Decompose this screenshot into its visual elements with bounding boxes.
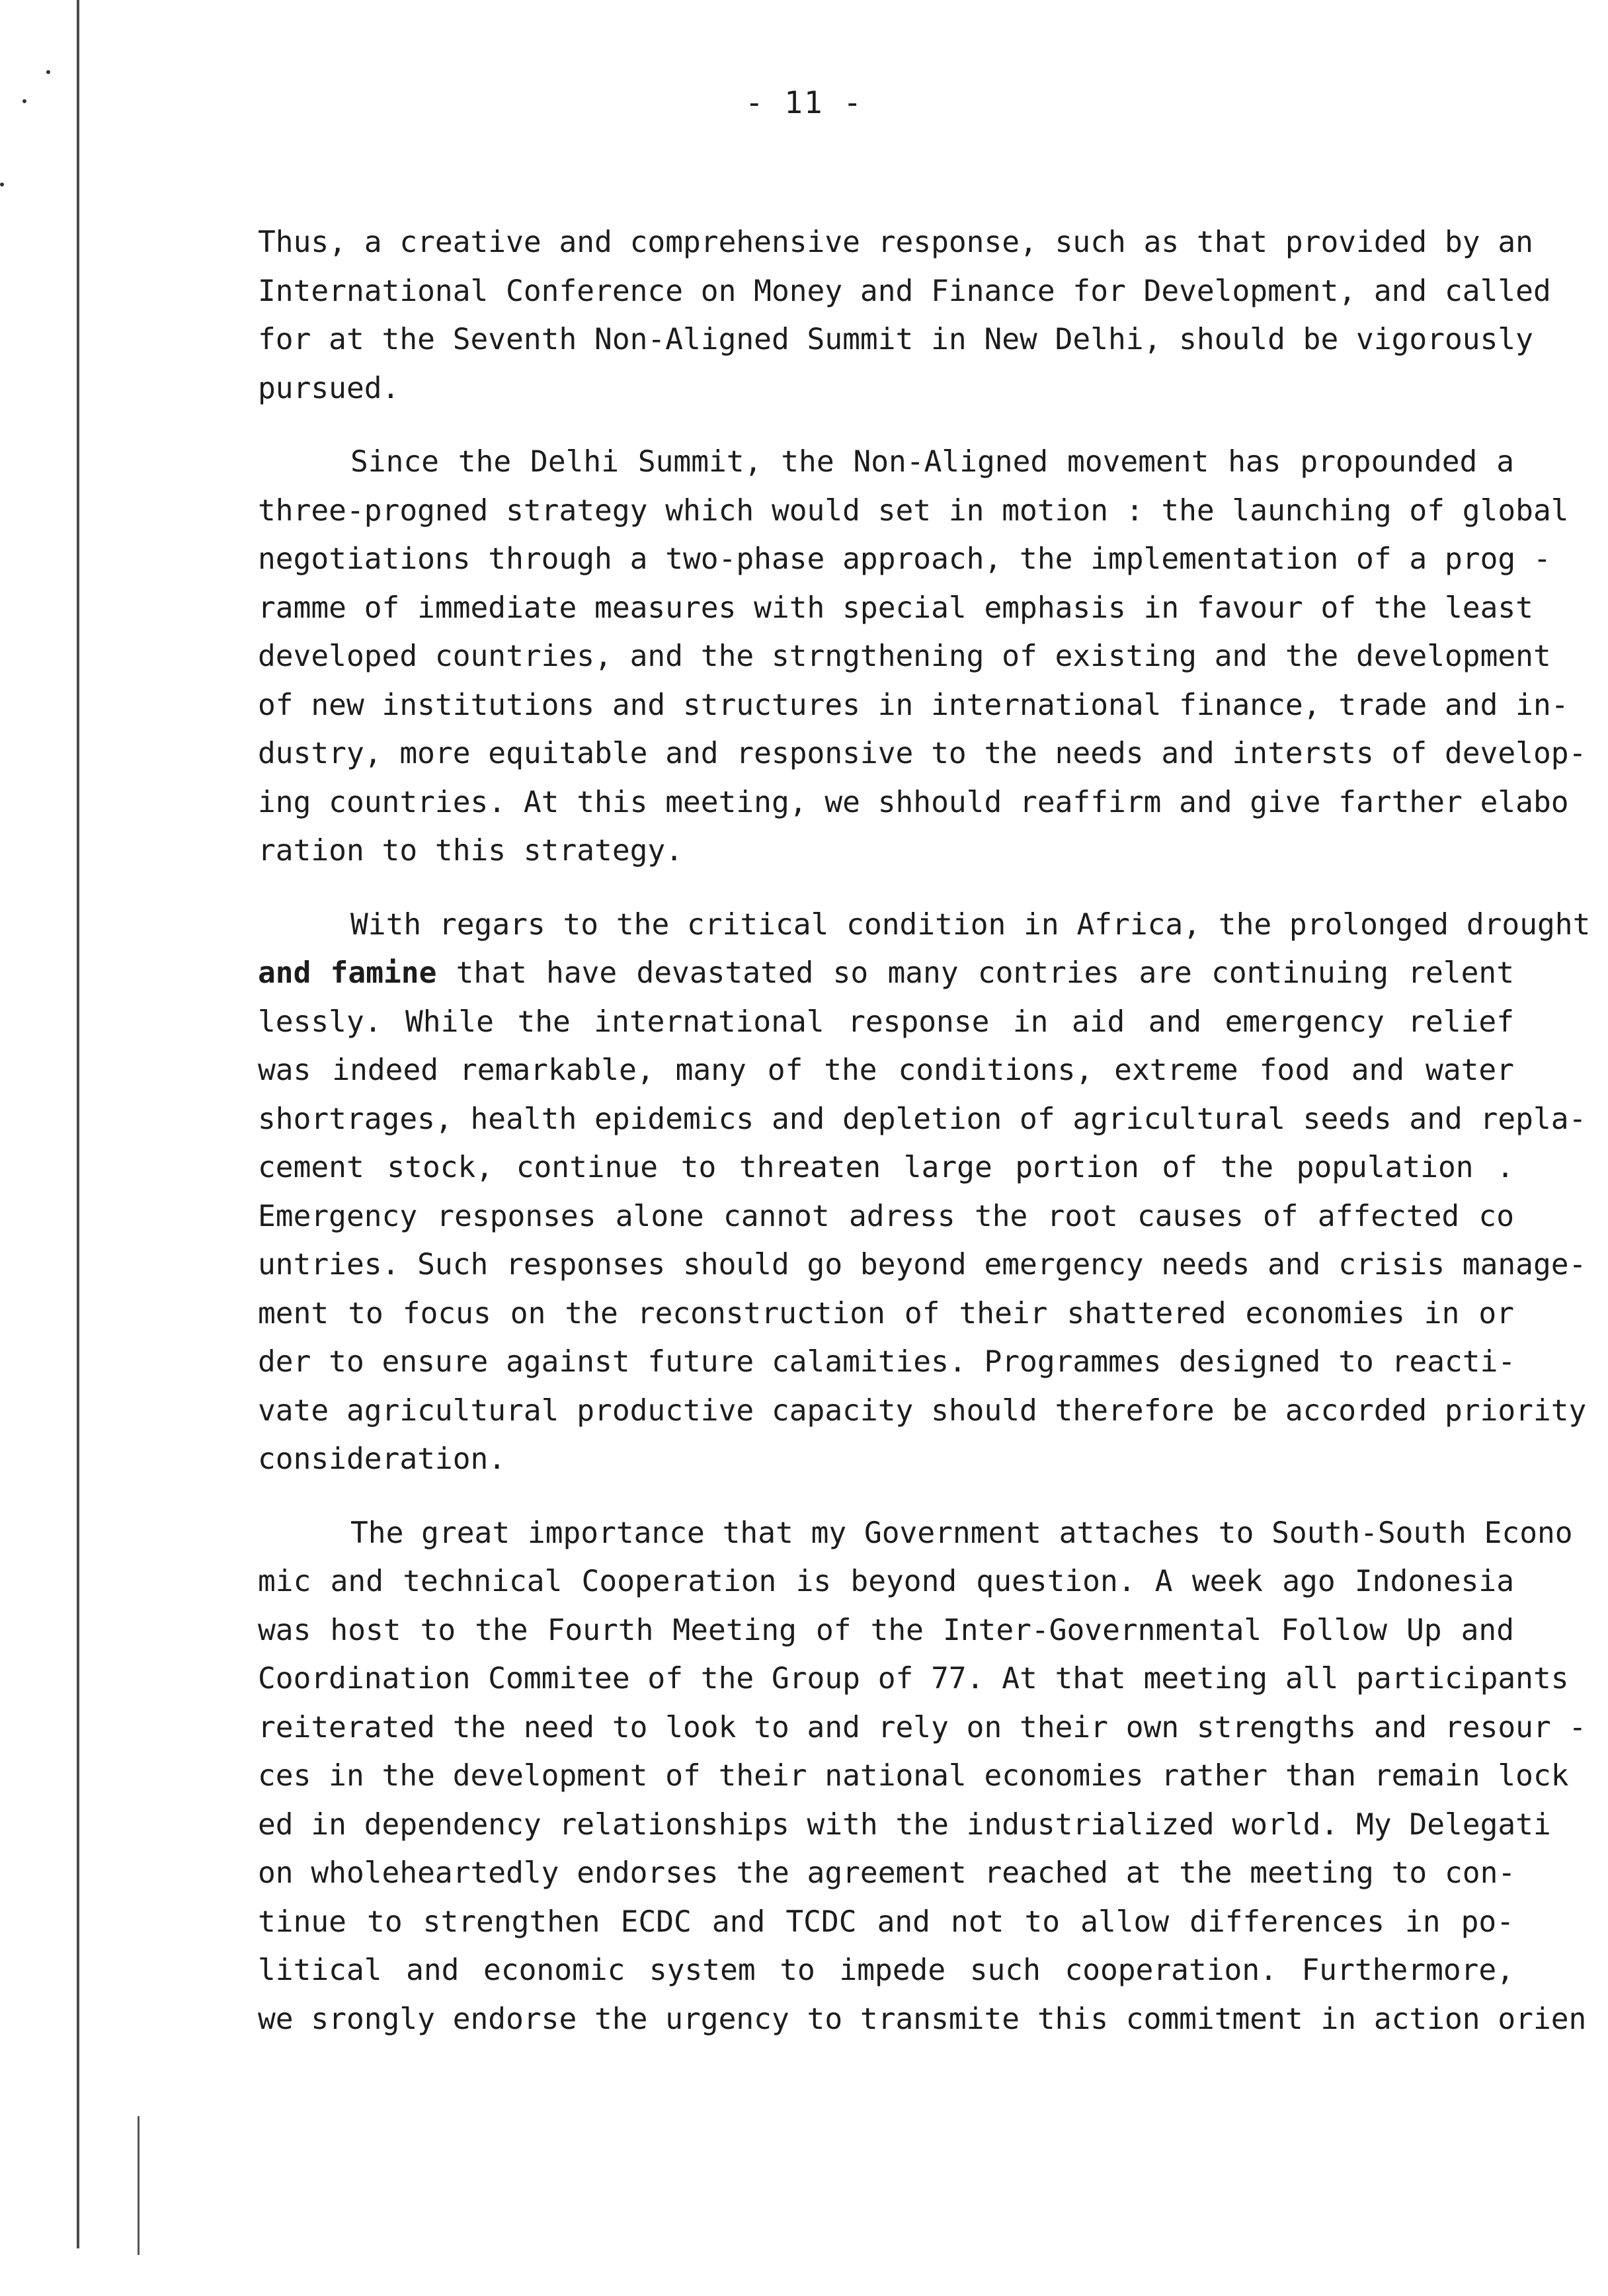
text-line: ment to focus on the reconstruction of their shattered economies in or (258, 1296, 1514, 1331)
bold-phrase: and famine (258, 956, 437, 990)
text-line: untries. Such responses should go beyond emergency needs and crisis manage- (258, 1248, 1587, 1282)
text-line: reiterated the need to look to and rely on their own strengths and resour - (258, 1710, 1587, 1744)
text-line: we srongly endorse the urgency to transmite this commitment in action orien (258, 2002, 1587, 2036)
text-fragment: that have devastated so many contries are continuing relent (436, 956, 1514, 990)
binding-edge-line (77, 0, 79, 2248)
text-line: ing countries. At this meeting, we shhould reaffirm and give farther elabo (258, 785, 1569, 819)
text-line: consideration. (258, 1442, 506, 1476)
scan-speck (46, 70, 50, 74)
text-line: ed in dependency relationships with the industrialized world. My Delegati (258, 1807, 1551, 1842)
scan-speck (0, 183, 4, 186)
text-line: Since the Delhi Summit, the Non-Aligned movement has propounded a (350, 445, 1514, 479)
text-line: International Conference on Money and Finance for Development, and called (258, 274, 1551, 308)
text-line: cement stock, continue to threaten large portion of the population . (258, 1151, 1514, 1184)
text-line: of new institutions and structures in international finance, trade and in- (258, 688, 1569, 722)
text-line: tinue to strengthen ECDC and TCDC and not to allow differences in po- (258, 1905, 1514, 1939)
text-line-with-bold (258, 949, 1514, 998)
text-line: for at the Seventh Non-Aligned Summit in New Delhi, should be vigorously (258, 323, 1533, 356)
text-line: was indeed remarkable, many of the conditions, extreme food and water (258, 1053, 1514, 1087)
paragraph-2 (258, 438, 1587, 876)
text-line: was host to the Fourth Meeting of the Inter-Governmental Follow Up and (258, 1613, 1514, 1647)
text-line: With regars to the critical condition in Africa, the prolonged drought (350, 907, 1591, 942)
text-line: three-progned strategy which would set in motion : the launching of global (258, 493, 1569, 528)
text-line: Coordination Commitee of the Group of 77. At that meeting all participants (258, 1662, 1569, 1696)
text-line: ration to this strategy. (258, 834, 683, 868)
text-line: lessly. While the international response in aid and emergency relief (258, 1004, 1514, 1039)
text-line: shortrages, health epidemics and depletion of agricultural seeds and repla- (258, 1102, 1587, 1136)
text-line: vate agricultural productive capacity should therefore be accorded priority (258, 1393, 1587, 1428)
text-line: der to ensure against future calamities. Programmes designed to reacti- (258, 1345, 1516, 1379)
text-line: The great importance that my Government attaches to South-South Econo (350, 1516, 1573, 1550)
text-line: Emergency responses alone cannot adress the root causes of affected co (258, 1199, 1514, 1233)
text-line: litical and economic system to impede such cooperation. Furthermore, (258, 1953, 1514, 1987)
text-line: developed countries, and the strngthening of existing and the development (258, 639, 1551, 673)
text-line: pursued. (258, 371, 400, 405)
body-text (258, 218, 1591, 2069)
text-line: dustry, more equitable and responsive to the needs and intersts of develop- (258, 737, 1587, 770)
page-number: - 11 - (744, 85, 864, 120)
paragraph-4 (258, 1509, 1587, 2044)
text-line: Thus, a creative and comprehensive response, such as that provided by an (258, 226, 1533, 259)
text-line: negotiations through a two-phase approach, the implementation of a prog - (258, 542, 1551, 576)
text-line: ramme of immediate measures with special emphasis in favour of the least (258, 591, 1533, 625)
text-line: mic and technical Cooperation is beyond question. A week ago Indonesia (258, 1565, 1514, 1598)
text-line: ces in the development of their national economies rather than remain lock (258, 1759, 1569, 1793)
paragraph-3 (258, 901, 1591, 1484)
binding-edge-line-lower (138, 2116, 140, 2255)
paragraph-1 (258, 218, 1551, 413)
text-line: on wholeheartedly endorses the agreement reached at the meeting to con- (258, 1856, 1516, 1890)
